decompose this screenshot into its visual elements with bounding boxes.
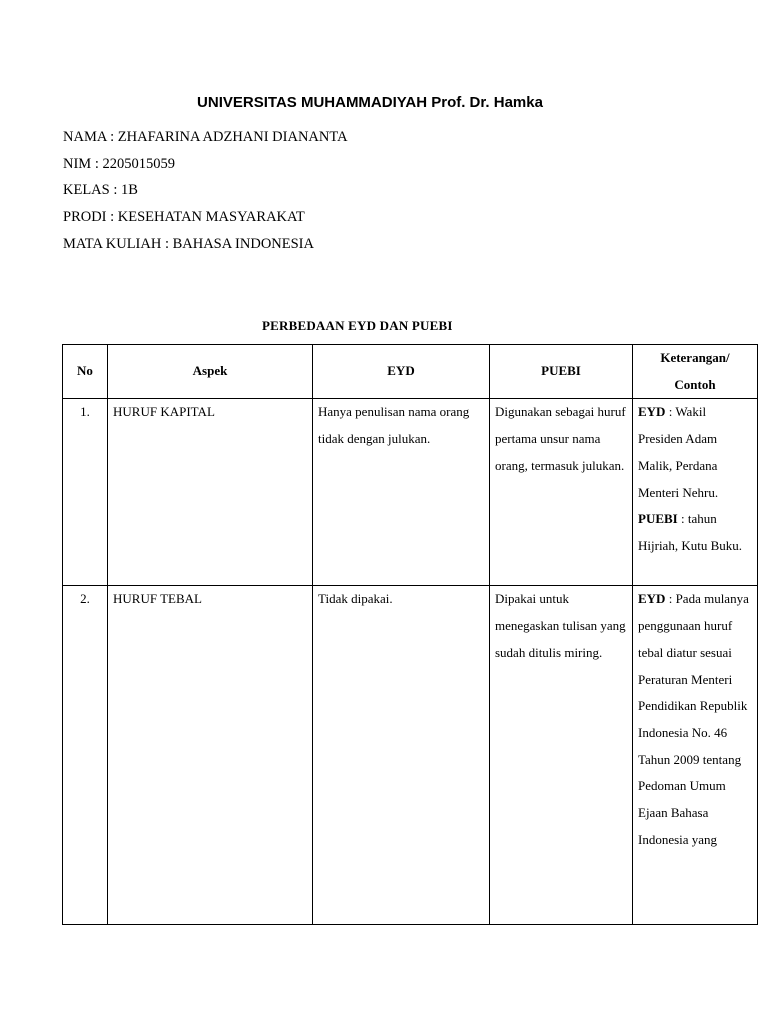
header-keterangan-line1: Keterangan/ [660, 350, 730, 365]
comparison-table [62, 344, 758, 925]
info-nim: NIM : 2205015059 [63, 155, 175, 172]
header-keterangan [633, 345, 758, 399]
table-row [63, 586, 758, 925]
info-kelas: KELAS : 1B [63, 182, 138, 199]
student-info [63, 124, 348, 257]
keterangan-eyd-text: : Pada mulanya penggunaan huruf tebal diatur sesuai Peraturan Menteri Pendidikan Republik Indonesia No. 46 Tahun 2009 tentang Pedoman Umum Ejaan Bahasa Indonesia yang [638, 591, 749, 847]
row-aspek: HURUF KAPITAL [108, 399, 313, 586]
info-nama: NAMA : ZHAFARINA ADZHANI DIANANTA [63, 129, 348, 145]
keterangan-eyd-label: EYD [638, 591, 666, 607]
header-no: No [63, 345, 108, 399]
keterangan-puebi [638, 506, 752, 559]
keterangan-puebi-label: PUEBI [638, 511, 678, 527]
row-eyd: Tidak dipakai. [313, 586, 490, 925]
keterangan-eyd-text: : Wakil Presiden Adam Malik, Perdana Menteri Nehru. [638, 404, 719, 500]
header-eyd: EYD [313, 345, 490, 399]
row-eyd: Hanya penulisan nama orang tidak dengan julukan. [313, 399, 490, 586]
header-keterangan-line2: Contoh [674, 376, 716, 392]
keterangan-puebi-text: : tahun Hijriah, Kutu Buku. [638, 511, 742, 553]
row-no: 1. [63, 399, 108, 586]
row-keterangan [633, 399, 758, 586]
table-header-row [63, 345, 758, 399]
info-mata-kuliah: MATA KULIAH : BAHASA INDONESIA [63, 235, 314, 252]
table-title: PERBEDAAN EYD DAN PUEBI [262, 318, 453, 333]
keterangan-eyd [638, 399, 752, 506]
row-puebi: Dipakai untuk menegaskan tulisan yang sudah ditulis miring. [490, 586, 633, 925]
row-keterangan [633, 586, 758, 925]
row-no: 2. [63, 586, 108, 925]
keterangan-eyd [638, 586, 752, 853]
row-puebi: Digunakan sebagai huruf pertama unsur nama orang, termasuk julukan. [490, 399, 633, 586]
university-title: UNIVERSITAS MUHAMMADIYAH Prof. Dr. Hamka [197, 94, 543, 111]
header-aspek: Aspek [108, 345, 313, 399]
header-puebi: PUEBI [490, 345, 633, 399]
table-row [63, 399, 758, 586]
keterangan-eyd-label: EYD [638, 404, 666, 420]
info-prodi: PRODI : KESEHATAN MASYARAKAT [63, 209, 305, 226]
row-aspek: HURUF TEBAL [108, 586, 313, 925]
